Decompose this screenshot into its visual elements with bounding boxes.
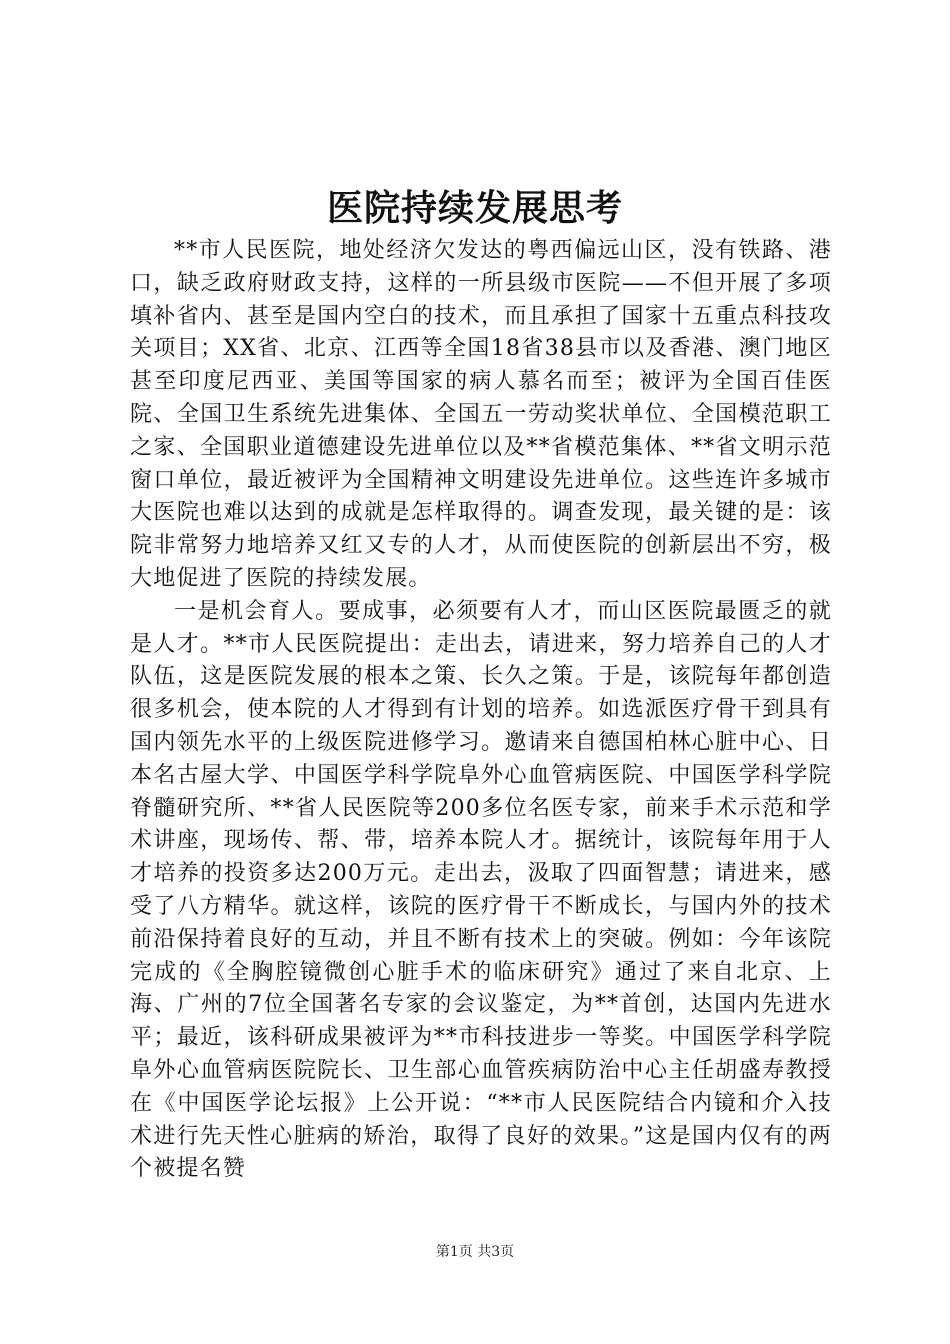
- document-body: [130, 235, 832, 1186]
- body-paragraph-2: 一是机会育人。要成事，必须要有人才，而山区医院最匮乏的就是人才。**市人民医院提出：走出去，请进来，努力培养自己的人才队伍，这是医院发展的根本之策、长久之策。于是，该院每年都创造很多机会，使本院的人才得到有计划的培养。如选派医疗骨干到具有国内领先水平的上级医院进修学习。邀请来自德国柏林心脏中心、日本名古屋大学、中国医学科学院阜外心血管病医院、中国医学科学院脊髓研究所、**省人民医院等200多位名医专家，前来手术示范和学术讲座，现场传、帮、带，培养本院人才。据统计，该院每年用于人才培养的投资多达200万元。走出去，汲取了四面智慧；请进来，感受了八方精华。就这样，该院的医疗骨干不断成长，与国内外的技术前沿保持着良好的互动，并且不断有技术上的突破。例如：今年该院完成的《全胸腔镜微创心脏手术的临床研究》通过了来自北京、上海、广州的7位全国著名专家的会议鉴定，为**首创，达国内先进水平；最近，该科研成果被评为**市科技进步一等奖。中国医学科学院阜外心血管病医院院长、卫生部心血管疾病防治中心主任胡盛寿教授在《中国医学论坛报》上公开说：“**市人民医院结合内镜和介入技术进行先天性心脏病的矫治，取得了良好的效果。”这是国内仅有的两个被提名赞: [130, 598, 832, 1182]
- document-title: 医院持续发展思考: [326, 187, 623, 229]
- page-footer: 第1页 共3页: [435, 1244, 515, 1260]
- body-paragraph-1: **市人民医院，地处经济欠发达的粤西偏远山区，没有铁路、港口，缺乏政府财政支持，这样的一所县级市医院——不但开展了多项填补省内、甚至是国内空白的技术，而且承担了国家十五重点科技攻关项目；XX省、北京、江西等全国18省38县市以及香港、澳门地区甚至印度尼西亚、美国等国家的病人慕名而至；被评为全国百佳医院、全国卫生系统先进集体、全国五一劳动奖状单位、全国模范职工之家、全国职业道德建设先进单位以及**省模范集体、**省文明示范窗口单位，最近被评为全国精神文明建设先进单位。这些连许多城市大医院也难以达到的成就是怎样取得的。调查发现，最关键的是：该院非常努力地培养又红又专的人才，从而使医院的创新层出不穷，极大地促进了医院的持续发展。: [130, 238, 832, 591]
